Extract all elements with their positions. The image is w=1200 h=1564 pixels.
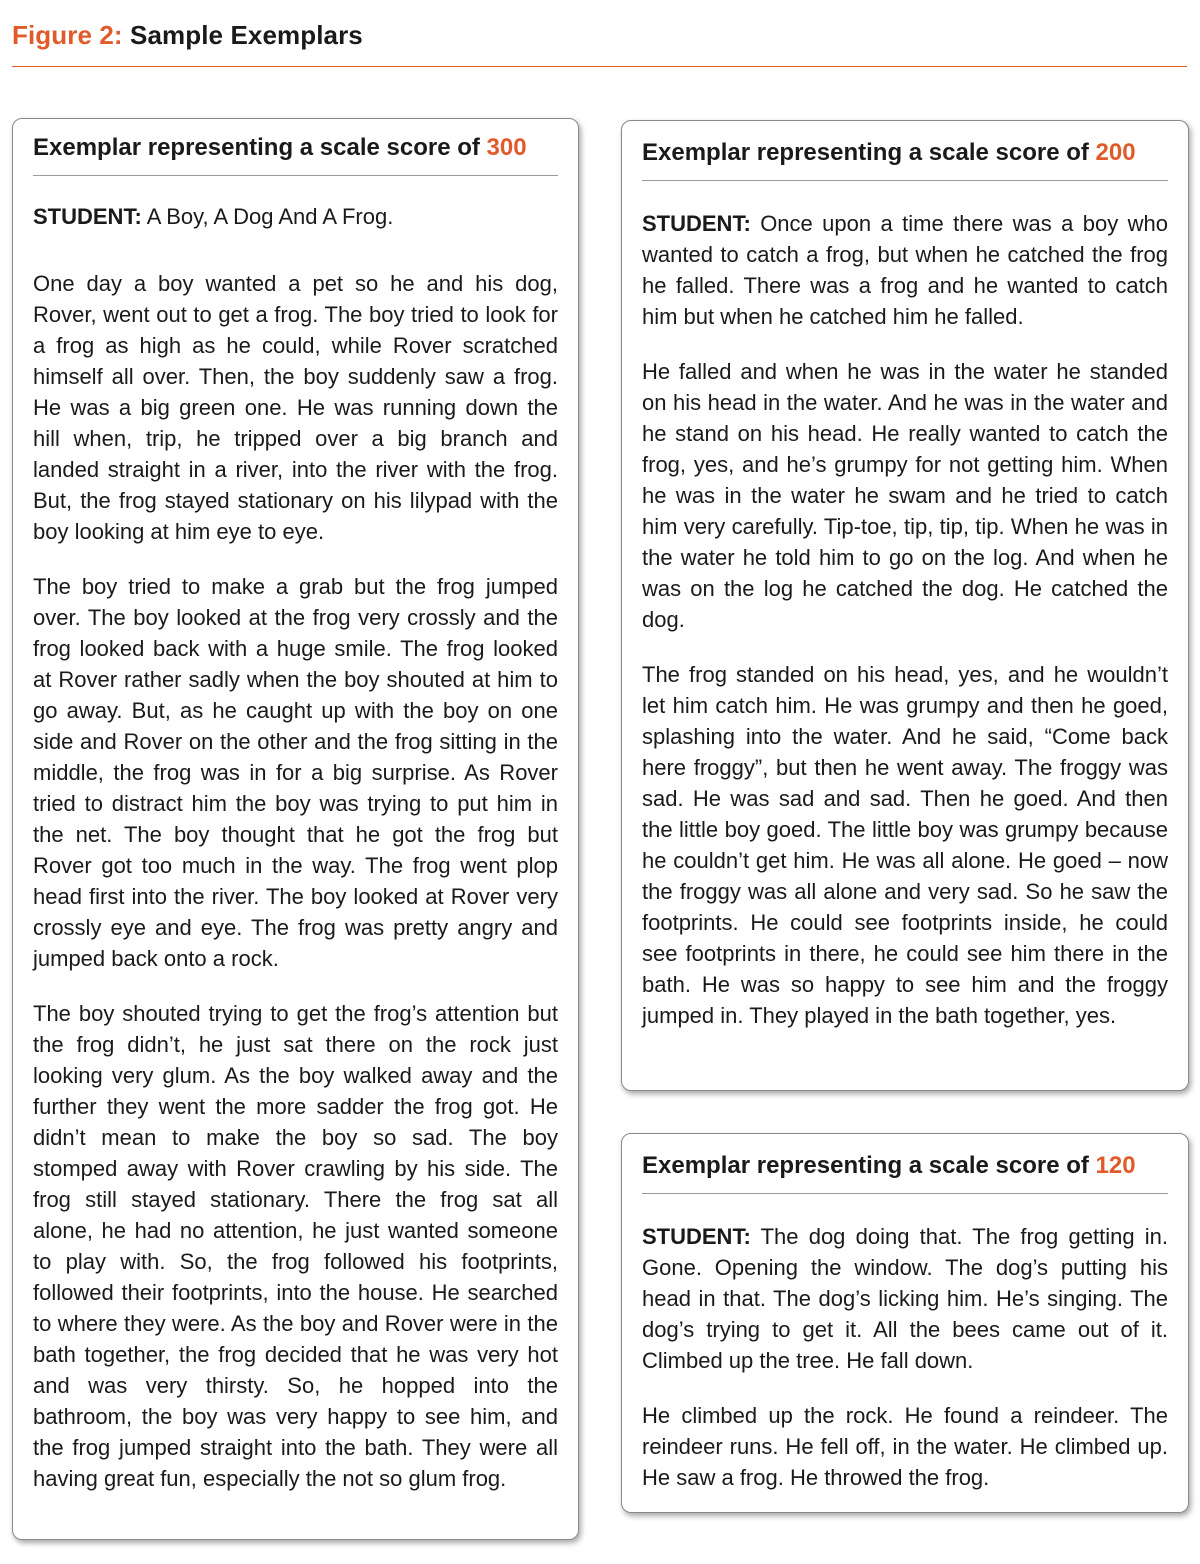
story-title: A Boy, A Dog And A Frog. xyxy=(146,204,394,229)
paragraph-text: Once upon a time there was a boy who wanted to catch a frog, but when he catched the frog he falled. There was a frog and he wanted to catch him but when he catched him he falled. xyxy=(642,211,1168,329)
paragraph: The boy shouted trying to get the frog’s attention but the frog didn’t, he just sat there on the rock just looking very glum. As the boy walked away and the further they went the more sadder the frog got. He didn’t mean to make the boy so sad. The boy stomped away with Rover crawling by his side. The frog still stayed stationary. There the frog sat all alone, he had no attention, he just wanted someone to play with. So, the frog followed his footprints, followed their footprints, into the house. He searched to where they were. As the boy and Rover were in the bath together, the frog decided that he was very hot and was very thirsty. So, he hopped into the bathroom, the boy was very happy to see him, and the frog jumped straight into the bath. They were all having great fun, especially the not so glum frog. xyxy=(33,1001,558,1491)
student-label: STUDENT: xyxy=(33,204,142,229)
exemplar-heading-text: Exemplar representing a scale score of xyxy=(642,139,1089,166)
figure-label: Figure 2: xyxy=(12,20,123,50)
paragraph: He climbed up the rock. He found a reindeer. The reindeer runs. He fell off, in the water. He climbed up. He saw a frog. He throwed the frog. xyxy=(642,1403,1168,1490)
paragraph: The boy tried to make a grab but the frog jumped over. The boy looked at the frog very crossly and the frog looked back with a huge smile. The frog looked at Rover rather sadly when the boy shouted at him to go away. But, as he caught up with the boy on one side and Rover on the other and the frog sitting in the middle, the frog was in for a big surprise. As Rover tried to distract him the boy was trying to put him in the net. The boy thought that he got the frog but Rover got too much in the way. The frog went plop head first into the river. The boy looked at Rover very crossly eye and eye. The frog was pretty angry and jumped back onto a rock. xyxy=(33,574,558,971)
paragraph xyxy=(642,208,1168,332)
paragraph-text: The dog doing that. The frog getting in. Gone. Opening the window. The dog’s putting his head in that. The dog’s licking him. He’s singing. The dog’s trying to get it. All the bees came out of it. Climbed up the tree. He fall down. xyxy=(642,1224,1168,1373)
figure-title xyxy=(12,20,363,51)
score-value: 120 xyxy=(1095,1152,1136,1179)
paragraph xyxy=(642,1221,1168,1376)
exemplar-card-300 xyxy=(12,118,579,1540)
exemplar-card-120 xyxy=(621,1133,1189,1513)
exemplar-heading-text: Exemplar representing a scale score of xyxy=(33,134,480,161)
exemplar-heading xyxy=(642,1152,1168,1194)
exemplar-heading xyxy=(642,139,1168,181)
figure-title-text: Sample Exemplars xyxy=(130,20,363,50)
exemplar-card-200 xyxy=(621,120,1189,1091)
paragraph: One day a boy wanted a pet so he and his dog, Rover, went out to get a frog. The boy tried to look for a frog as high as he could, while Rover scratched himself all over. Then, the boy suddenly saw a frog. He was a big green one. He was running down the hill when, trip, he tripped over a big branch and landed straight in a river, into the river with the frog. But, the frog stayed stationary on his lilypad with the boy looking at him eye to eye. xyxy=(33,271,558,544)
student-title-line xyxy=(33,201,558,232)
paragraph: He falled and when he was in the water he standed on his head in the water. And he was in the water and he stand on his head. He really wanted to catch the frog, yes, and he’s grumpy for not getting him. When he was in the water he swam and he tried to catch him very carefully. Tip-toe, tip, tip, tip. When he was in the water he told him to go on the log. And when he was on the log he catched the dog. He catched the dog. xyxy=(642,359,1168,632)
score-value: 300 xyxy=(486,134,527,161)
student-label: STUDENT: xyxy=(642,211,751,236)
exemplar-heading-text: Exemplar representing a scale score of xyxy=(642,1152,1089,1179)
student-label: STUDENT: xyxy=(642,1224,751,1249)
title-divider xyxy=(12,66,1187,67)
exemplar-heading xyxy=(33,134,558,176)
score-value: 200 xyxy=(1095,139,1136,166)
paragraph: The frog standed on his head, yes, and he wouldn’t let him catch him. He was grumpy and then he goed, splashing into the water. And he said, “Come back here froggy”, but then he went away. The froggy was sad. He was sad and sad. Then he goed. And then the little boy goed. The little boy was grumpy because he couldn’t get him. He was all alone. He goed – now the froggy was all alone and very sad. So he saw the footprints. He could see footprints inside, he could see footprints in there, he could see him there in the bath. He was so happy to see him and the froggy jumped in. They played in the bath together, yes. xyxy=(642,662,1168,1028)
